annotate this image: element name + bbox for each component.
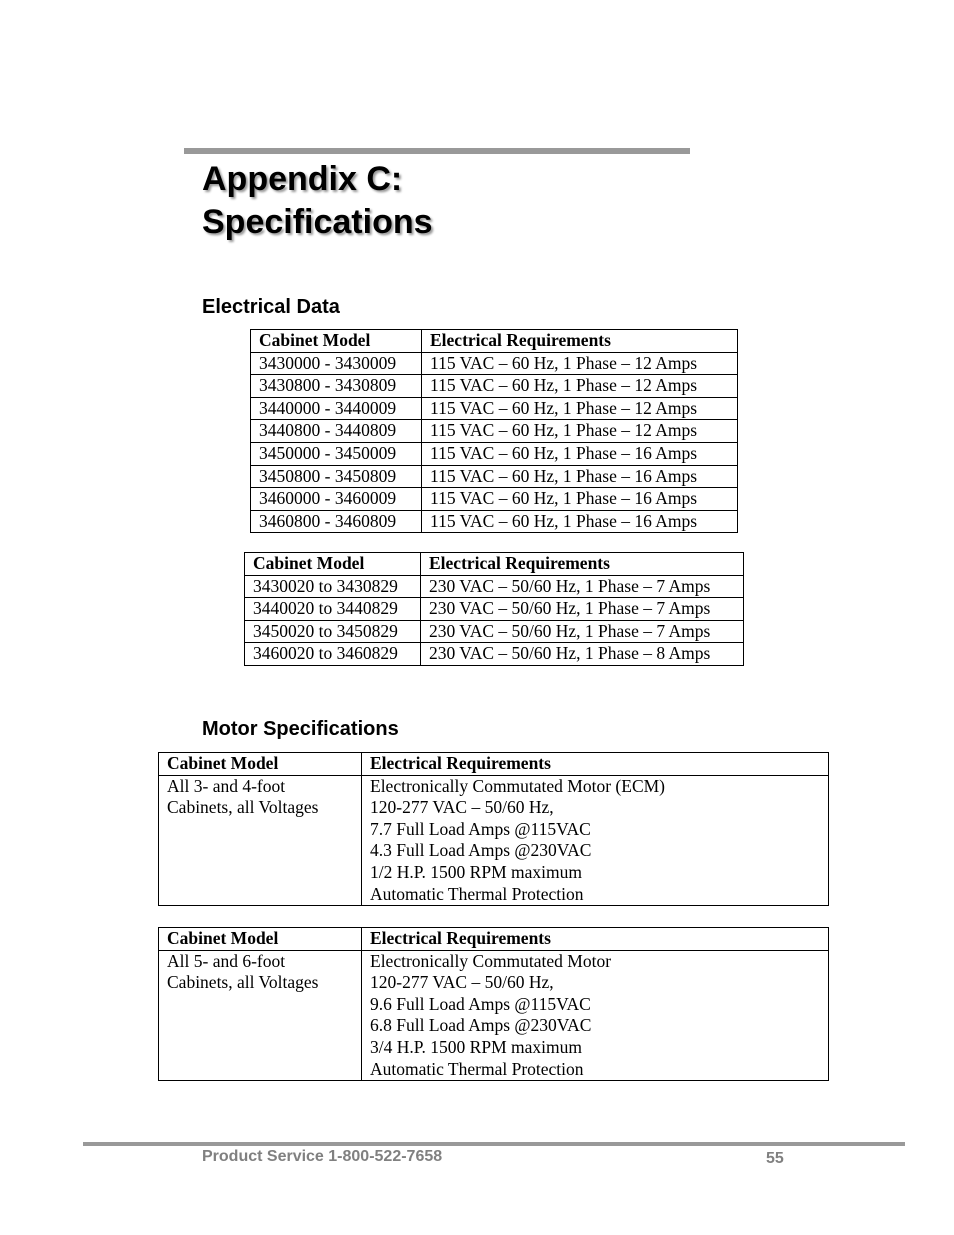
table-row — [251, 465, 738, 488]
cabinet-model-cell: 3440000 - 3440009 — [251, 397, 422, 420]
motor-5-6-foot-table — [158, 927, 829, 1081]
footer-rule — [83, 1142, 905, 1146]
requirement-line: 4.3 Full Load Amps @230VAC — [370, 840, 592, 861]
cabinet-model-line: Cabinets, all Voltages — [167, 797, 319, 818]
table-row — [251, 397, 738, 420]
cabinet-model-cell: 3440020 to 3440829 — [245, 598, 421, 621]
page-number: 55 — [766, 1150, 784, 1167]
column-header-cabinet-model: Cabinet Model — [159, 753, 362, 776]
cabinet-model-cell: 3450020 to 3450829 — [245, 620, 421, 643]
cabinet-model-cell: 3430000 - 3430009 — [251, 352, 422, 375]
column-header-electrical-requirements: Electrical Requirements — [362, 928, 829, 951]
requirement-line: 7.7 Full Load Amps @115VAC — [370, 818, 591, 839]
cabinet-model-line: All 3- and 4-foot — [167, 775, 286, 796]
motor-specifications-heading: Motor Specifications — [202, 718, 399, 740]
table-row — [251, 442, 738, 465]
table-header-row — [245, 553, 744, 576]
requirements-cell: 115 VAC – 60 Hz, 1 Phase – 16 Amps — [422, 442, 738, 465]
requirement-line: 120-277 VAC – 50/60 Hz, — [370, 797, 554, 818]
cabinet-model-cell: 3460020 to 3460829 — [245, 643, 421, 666]
table-header-row — [251, 330, 738, 353]
requirements-cell: 230 VAC – 50/60 Hz, 1 Phase – 8 Amps — [421, 643, 744, 666]
table-row — [159, 950, 829, 1081]
requirements-cell: 115 VAC – 60 Hz, 1 Phase – 16 Amps — [422, 488, 738, 511]
cabinet-model-cell — [159, 775, 362, 906]
product-service-phone: Product Service 1-800-522-7658 — [202, 1148, 443, 1165]
table-row — [251, 510, 738, 533]
requirement-line: Electronically Commutated Motor — [370, 950, 612, 971]
table-header-row — [159, 753, 829, 776]
cabinet-model-cell: 3430020 to 3430829 — [245, 575, 421, 598]
cabinet-model-cell: 3450800 - 3450809 — [251, 465, 422, 488]
table-row — [251, 352, 738, 375]
table-row — [245, 598, 744, 621]
requirements-cell: 230 VAC – 50/60 Hz, 1 Phase – 7 Amps — [421, 575, 744, 598]
requirement-line: Electronically Commutated Motor (ECM) — [370, 775, 666, 796]
requirement-line: 6.8 Full Load Amps @230VAC — [370, 1015, 592, 1036]
cabinet-model-cell — [159, 950, 362, 1081]
column-header-electrical-requirements: Electrical Requirements — [362, 753, 829, 776]
electrical-230v-table — [244, 552, 744, 666]
column-header-electrical-requirements: Electrical Requirements — [422, 330, 738, 353]
requirement-line: 3/4 H.P. 1500 RPM maximum — [370, 1036, 582, 1057]
column-header-cabinet-model: Cabinet Model — [251, 330, 422, 353]
table-row — [251, 420, 738, 443]
requirement-line: 1/2 H.P. 1500 RPM maximum — [370, 861, 582, 882]
requirements-cell: 115 VAC – 60 Hz, 1 Phase – 12 Amps — [422, 375, 738, 398]
requirement-line: Automatic Thermal Protection — [370, 883, 584, 904]
cabinet-model-cell: 3460000 - 3460009 — [251, 488, 422, 511]
requirements-cell: 115 VAC – 60 Hz, 1 Phase – 12 Amps — [422, 420, 738, 443]
requirement-line: Automatic Thermal Protection — [370, 1058, 584, 1079]
table-row — [251, 375, 738, 398]
page-title-line-2: Specifications — [202, 203, 433, 241]
requirements-cell: 115 VAC – 60 Hz, 1 Phase – 12 Amps — [422, 352, 738, 375]
requirements-cell: 115 VAC – 60 Hz, 1 Phase – 16 Amps — [422, 465, 738, 488]
table-header-row — [159, 928, 829, 951]
requirements-cell: 115 VAC – 60 Hz, 1 Phase – 12 Amps — [422, 397, 738, 420]
page-title-line-1: Appendix C: — [202, 160, 403, 198]
requirements-cell: 115 VAC – 60 Hz, 1 Phase – 16 Amps — [422, 510, 738, 533]
cabinet-model-cell: 3440800 - 3440809 — [251, 420, 422, 443]
column-header-cabinet-model: Cabinet Model — [159, 928, 362, 951]
column-header-electrical-requirements: Electrical Requirements — [421, 553, 744, 576]
cabinet-model-line: All 5- and 6-foot — [167, 950, 286, 971]
motor-3-4-foot-table — [158, 752, 829, 906]
table-row — [245, 575, 744, 598]
requirements-cell — [362, 950, 829, 1081]
requirements-cell — [362, 775, 829, 906]
cabinet-model-cell: 3460800 - 3460809 — [251, 510, 422, 533]
electrical-data-heading: Electrical Data — [202, 296, 340, 318]
cabinet-model-line: Cabinets, all Voltages — [167, 972, 319, 993]
requirement-line: 9.6 Full Load Amps @115VAC — [370, 993, 591, 1014]
cabinet-model-cell: 3430800 - 3430809 — [251, 375, 422, 398]
table-row — [245, 620, 744, 643]
table-row — [245, 643, 744, 666]
requirements-cell: 230 VAC – 50/60 Hz, 1 Phase – 7 Amps — [421, 598, 744, 621]
table-row — [159, 775, 829, 906]
cabinet-model-cell: 3450000 - 3450009 — [251, 442, 422, 465]
header-rule — [184, 148, 690, 154]
requirements-cell: 230 VAC – 50/60 Hz, 1 Phase – 7 Amps — [421, 620, 744, 643]
page-title — [202, 158, 433, 244]
electrical-115v-table — [250, 329, 738, 533]
table-row — [251, 488, 738, 511]
requirement-line: 120-277 VAC – 50/60 Hz, — [370, 972, 554, 993]
column-header-cabinet-model: Cabinet Model — [245, 553, 421, 576]
